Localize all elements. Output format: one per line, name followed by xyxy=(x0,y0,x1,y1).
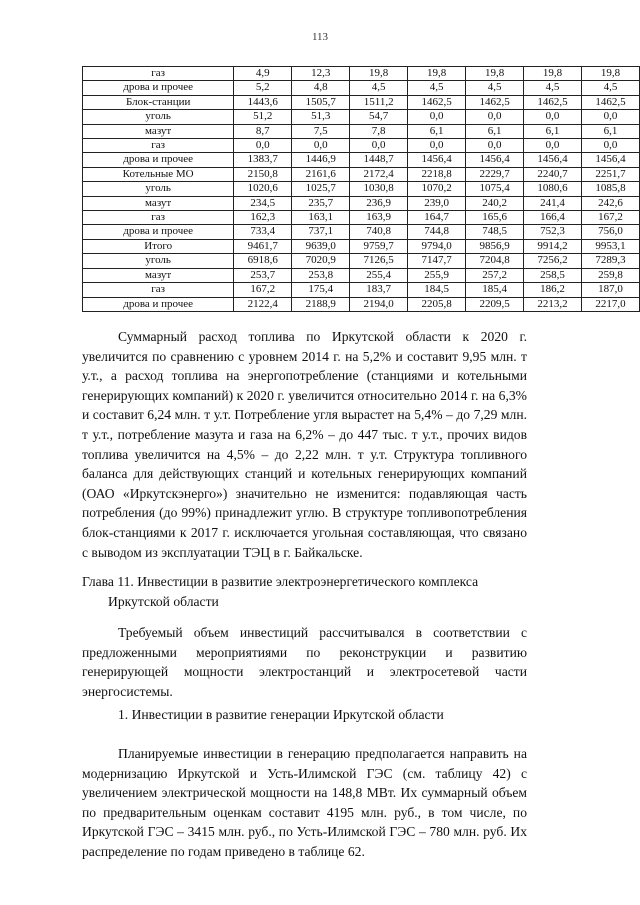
value-cell: 9759,7 xyxy=(350,239,408,253)
value-cell: 167,2 xyxy=(234,283,292,297)
fuel-table-body xyxy=(83,67,640,312)
value-cell: 0,0 xyxy=(350,139,408,153)
row-label-cell: уголь xyxy=(83,254,234,268)
value-cell: 19,8 xyxy=(582,67,640,81)
value-cell: 183,7 xyxy=(350,283,408,297)
table-row xyxy=(83,139,640,153)
value-cell: 756,0 xyxy=(582,225,640,239)
value-cell: 163,9 xyxy=(350,211,408,225)
fuel-consumption-table xyxy=(82,66,640,312)
value-cell: 2209,5 xyxy=(466,297,524,311)
value-cell: 19,8 xyxy=(466,67,524,81)
row-label-cell: Котельные МО xyxy=(83,167,234,181)
row-label-cell: мазут xyxy=(83,196,234,210)
value-cell: 184,5 xyxy=(408,283,466,297)
row-label-cell: газ xyxy=(83,67,234,81)
value-cell: 9461,7 xyxy=(234,239,292,253)
value-cell: 7204,8 xyxy=(466,254,524,268)
value-cell: 6918,6 xyxy=(234,254,292,268)
value-cell: 255,4 xyxy=(350,268,408,282)
value-cell: 253,8 xyxy=(292,268,350,282)
value-cell: 51,3 xyxy=(292,110,350,124)
value-cell: 1070,2 xyxy=(408,182,466,196)
value-cell: 2205,8 xyxy=(408,297,466,311)
value-cell: 9639,0 xyxy=(292,239,350,253)
table-row xyxy=(83,67,640,81)
table-row xyxy=(83,211,640,225)
value-cell: 2161,6 xyxy=(292,167,350,181)
value-cell: 0,0 xyxy=(292,139,350,153)
value-cell: 4,5 xyxy=(466,81,524,95)
value-cell: 0,0 xyxy=(466,139,524,153)
value-cell: 2122,4 xyxy=(234,297,292,311)
value-cell: 0,0 xyxy=(466,110,524,124)
paragraph-investment-intro: Требуемый объем инвестиций рассчитывался в соответствии с предложенными мероприятиями по реконструкции и развитию генерирующей мощности электростанций и электросетевой части энергосистемы. xyxy=(82,625,527,699)
row-label-cell: дрова и прочее xyxy=(83,225,234,239)
value-cell: 0,0 xyxy=(582,139,640,153)
value-cell: 1446,9 xyxy=(292,153,350,167)
table-row xyxy=(83,196,640,210)
table-row xyxy=(83,124,640,138)
value-cell: 2213,2 xyxy=(524,297,582,311)
value-cell: 6,1 xyxy=(524,124,582,138)
row-label-cell: газ xyxy=(83,211,234,225)
value-cell: 167,2 xyxy=(582,211,640,225)
value-cell: 164,7 xyxy=(408,211,466,225)
chapter-heading-line-2: Иркутской области xyxy=(108,593,219,609)
value-cell: 9794,0 xyxy=(408,239,466,253)
table-row xyxy=(83,283,640,297)
value-cell: 1456,4 xyxy=(466,153,524,167)
value-cell: 752,3 xyxy=(524,225,582,239)
row-label-cell: газ xyxy=(83,139,234,153)
value-cell: 0,0 xyxy=(524,110,582,124)
value-cell: 2188,9 xyxy=(292,297,350,311)
value-cell: 748,5 xyxy=(466,225,524,239)
value-cell: 2150,8 xyxy=(234,167,292,181)
row-label-cell: Итого xyxy=(83,239,234,253)
value-cell: 1462,5 xyxy=(408,95,466,109)
value-cell: 1456,4 xyxy=(524,153,582,167)
value-cell: 253,7 xyxy=(234,268,292,282)
value-cell: 186,2 xyxy=(524,283,582,297)
value-cell: 1505,7 xyxy=(292,95,350,109)
table-row xyxy=(83,81,640,95)
chapter-heading-line-1: Глава 11. Инвестиции в развитие электроэнергетического комплекса xyxy=(82,574,479,589)
value-cell: 51,2 xyxy=(234,110,292,124)
value-cell: 1443,6 xyxy=(234,95,292,109)
value-cell: 2218,8 xyxy=(408,167,466,181)
value-cell: 4,5 xyxy=(524,81,582,95)
value-cell: 240,2 xyxy=(466,196,524,210)
paragraph-generation-investment: Планируемые инвестиции в генерацию предполагается направить на модернизацию Иркутской и Усть-Илимской ГЭС (см. таблицу 42) с увеличением электрической мощности на 148,8 МВт. Их суммарный объем по предварительным оценкам составит 4195 млн. руб., в том числе, по Иркутской ГЭС – 3415 млн. руб., по Усть-Илимской ГЭС – 780 млн. руб. Их распределение по годам приведено в таблице 62. xyxy=(82,746,527,859)
value-cell: 258,5 xyxy=(524,268,582,282)
row-label-cell: газ xyxy=(83,283,234,297)
row-label-cell: уголь xyxy=(83,182,234,196)
value-cell: 1511,2 xyxy=(350,95,408,109)
table-row xyxy=(83,297,640,311)
value-cell: 4,9 xyxy=(234,67,292,81)
value-cell: 235,7 xyxy=(292,196,350,210)
value-cell: 1448,7 xyxy=(350,153,408,167)
value-cell: 163,1 xyxy=(292,211,350,225)
value-cell: 1462,5 xyxy=(582,95,640,109)
value-cell: 4,5 xyxy=(582,81,640,95)
value-cell: 7126,5 xyxy=(350,254,408,268)
value-cell: 7,5 xyxy=(292,124,350,138)
value-cell: 1456,4 xyxy=(582,153,640,167)
value-cell: 7256,2 xyxy=(524,254,582,268)
row-label-cell: мазут xyxy=(83,268,234,282)
value-cell: 6,1 xyxy=(408,124,466,138)
table-row xyxy=(83,153,640,167)
value-cell: 165,6 xyxy=(466,211,524,225)
value-cell: 5,2 xyxy=(234,81,292,95)
value-cell: 241,4 xyxy=(524,196,582,210)
value-cell: 257,2 xyxy=(466,268,524,282)
value-cell: 4,5 xyxy=(350,81,408,95)
value-cell: 0,0 xyxy=(234,139,292,153)
table-row xyxy=(83,225,640,239)
table-row xyxy=(83,239,640,253)
table-row xyxy=(83,95,640,109)
page-number: 113 xyxy=(311,31,329,43)
value-cell: 1462,5 xyxy=(466,95,524,109)
value-cell: 1456,4 xyxy=(408,153,466,167)
value-cell: 9856,9 xyxy=(466,239,524,253)
row-label-cell: Блок-станции xyxy=(83,95,234,109)
value-cell: 1030,8 xyxy=(350,182,408,196)
value-cell: 4,5 xyxy=(408,81,466,95)
row-label-cell: уголь xyxy=(83,110,234,124)
value-cell: 1383,7 xyxy=(234,153,292,167)
value-cell: 6,1 xyxy=(466,124,524,138)
value-cell: 19,8 xyxy=(524,67,582,81)
value-cell: 1085,8 xyxy=(582,182,640,196)
value-cell: 9953,1 xyxy=(582,239,640,253)
value-cell: 54,7 xyxy=(350,110,408,124)
value-cell: 2217,0 xyxy=(582,297,640,311)
value-cell: 2229,7 xyxy=(466,167,524,181)
value-cell: 0,0 xyxy=(408,139,466,153)
value-cell: 0,0 xyxy=(524,139,582,153)
value-cell: 166,4 xyxy=(524,211,582,225)
value-cell: 737,1 xyxy=(292,225,350,239)
value-cell: 12,3 xyxy=(292,67,350,81)
value-cell: 259,8 xyxy=(582,268,640,282)
value-cell: 7147,7 xyxy=(408,254,466,268)
value-cell: 8,7 xyxy=(234,124,292,138)
value-cell: 740,8 xyxy=(350,225,408,239)
value-cell: 187,0 xyxy=(582,283,640,297)
value-cell: 255,9 xyxy=(408,268,466,282)
value-cell: 7020,9 xyxy=(292,254,350,268)
value-cell: 185,4 xyxy=(466,283,524,297)
value-cell: 2240,7 xyxy=(524,167,582,181)
value-cell: 2251,7 xyxy=(582,167,640,181)
value-cell: 1025,7 xyxy=(292,182,350,196)
value-cell: 242,6 xyxy=(582,196,640,210)
value-cell: 234,5 xyxy=(234,196,292,210)
value-cell: 2194,0 xyxy=(350,297,408,311)
value-cell: 4,8 xyxy=(292,81,350,95)
row-label-cell: дрова и прочее xyxy=(83,81,234,95)
value-cell: 1020,6 xyxy=(234,182,292,196)
value-cell: 236,9 xyxy=(350,196,408,210)
table-row xyxy=(83,110,640,124)
table-row xyxy=(83,254,640,268)
value-cell: 162,3 xyxy=(234,211,292,225)
chapter-heading xyxy=(82,572,552,611)
table-row xyxy=(83,182,640,196)
value-cell: 1462,5 xyxy=(524,95,582,109)
value-cell: 19,8 xyxy=(408,67,466,81)
section-heading: 1. Инвестиции в развитие генерации Иркутской области xyxy=(118,707,444,722)
row-label-cell: дрова и прочее xyxy=(83,153,234,167)
value-cell: 9914,2 xyxy=(524,239,582,253)
value-cell: 239,0 xyxy=(408,196,466,210)
paragraph-fuel-summary: Суммарный расход топлива по Иркутской области к 2020 г. увеличится по сравнению с уровнем 2014 г. на 5,2% и составит 9,95 млн. т у.т., а расход топлива на энергопотребление (станциями и котельными генерирующих компаний) к 2020 г. увеличится относительно 2014 г. на 6,3% и составит 6,24 млн. т у.т. Потребление угля вырастет на 5,4% – до 7,29 млн. т у.т., потребление мазута и газа на 6,2% – до 447 тыс. т у.т., прочих видов топлива увеличится на 4,5% – до 2,22 млн. т у.т. Структура топливного баланса для действующих станций и котельных генерирующих компаний (ОАО «Иркутскэнерго») значительно не изменится: подавляющая часть потребления (до 99%) принадлежит углю. В структуре топливопотребления блок-станциями к 2017 г. исключается угольная составляющая, что связано с выводом из эксплуатации ТЭЦ в г. Байкальске. xyxy=(82,329,527,560)
value-cell: 19,8 xyxy=(350,67,408,81)
value-cell: 1080,6 xyxy=(524,182,582,196)
row-label-cell: мазут xyxy=(83,124,234,138)
value-cell: 0,0 xyxy=(582,110,640,124)
value-cell: 7289,3 xyxy=(582,254,640,268)
value-cell: 0,0 xyxy=(408,110,466,124)
value-cell: 1075,4 xyxy=(466,182,524,196)
row-label-cell: дрова и прочее xyxy=(83,297,234,311)
value-cell: 2172,4 xyxy=(350,167,408,181)
table-row xyxy=(83,167,640,181)
value-cell: 744,8 xyxy=(408,225,466,239)
value-cell: 733,4 xyxy=(234,225,292,239)
value-cell: 175,4 xyxy=(292,283,350,297)
table-row xyxy=(83,268,640,282)
value-cell: 6,1 xyxy=(582,124,640,138)
value-cell: 7,8 xyxy=(350,124,408,138)
